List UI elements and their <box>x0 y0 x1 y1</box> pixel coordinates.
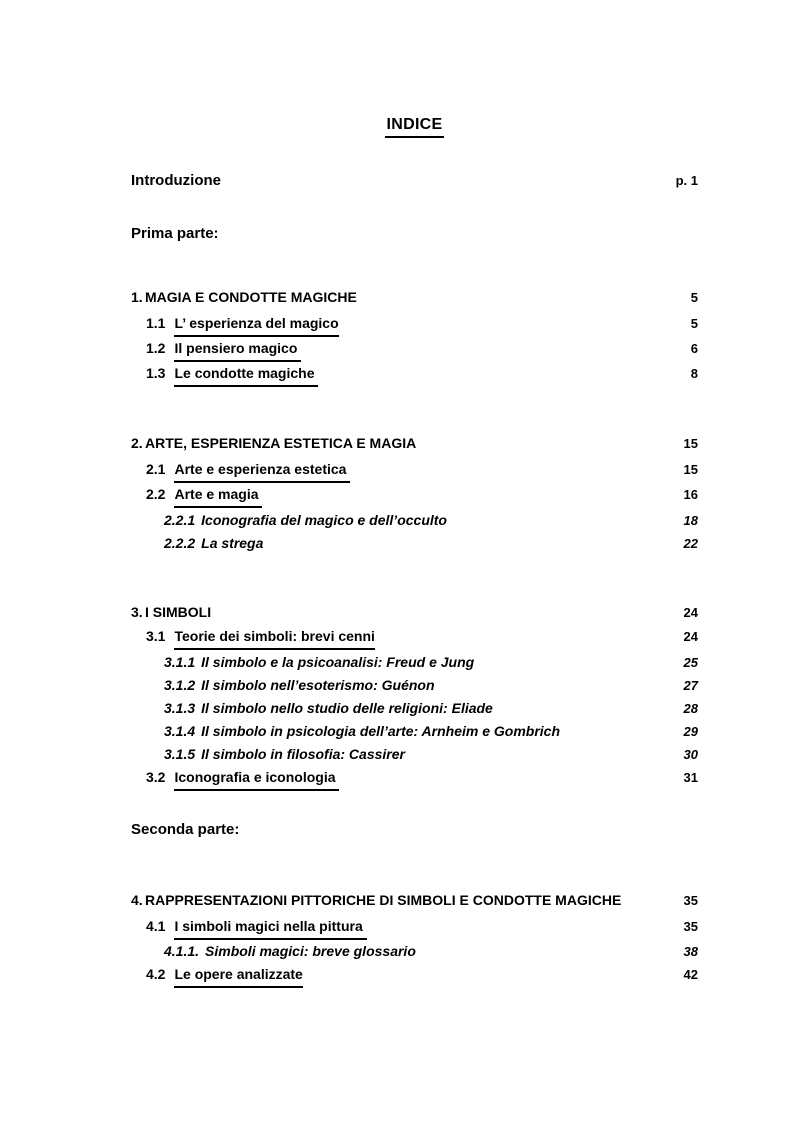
toc-entry-3-1-2 <box>131 674 698 697</box>
page-number: 8 <box>690 366 698 381</box>
entry-number: 1.1 <box>146 315 166 331</box>
toc-entry-3-1-4 <box>131 720 698 743</box>
entry-title: Teorie dei simboli: brevi cenni <box>174 625 374 650</box>
page-number: 15 <box>683 462 698 477</box>
page-number: 25 <box>683 655 698 670</box>
page-number: 28 <box>683 701 698 716</box>
section-heading-3 <box>131 601 698 624</box>
entry-number: 3.1.2 <box>164 677 196 693</box>
toc-entry-3-2 <box>131 766 698 791</box>
part-label: Prima parte: <box>131 225 219 242</box>
entry-number: 3.1.5 <box>164 746 196 762</box>
entry-number: 2.2.2 <box>164 535 196 551</box>
section-title: MAGIA E CONDOTTE MAGICHE <box>145 289 357 305</box>
entry-number: 2.1 <box>146 461 166 477</box>
entry-number: 3.1.4 <box>164 723 196 739</box>
entry-number: 4.1 <box>146 918 166 934</box>
section-heading-4 <box>131 889 698 912</box>
section-title: ARTE, ESPERIENZA ESTETICA E MAGIA <box>145 435 417 451</box>
page-number: 24 <box>683 605 698 620</box>
part-label: Seconda parte: <box>131 821 240 838</box>
section-title: I SIMBOLI <box>145 604 212 620</box>
toc-entry-4-1-1 <box>131 940 698 963</box>
entry-title: Iconografia e iconologia <box>174 766 339 791</box>
document-title-row <box>131 113 698 138</box>
page-number: 29 <box>683 724 698 739</box>
entry-title: Il simbolo nello studio delle religioni: Eliade <box>201 700 493 716</box>
toc-entry-3-1-1 <box>131 651 698 674</box>
toc-entry-introduzione <box>131 169 698 192</box>
page-number: p. 1 <box>675 173 698 188</box>
page-number: 30 <box>683 747 698 762</box>
section-number: 2. <box>131 435 143 451</box>
entry-number: 3.1.1 <box>164 654 196 670</box>
entry-number: 2.2 <box>146 486 166 502</box>
page-number: 35 <box>683 893 698 908</box>
entry-number: 3.1.3 <box>164 700 196 716</box>
entry-number: 1.2 <box>146 340 166 356</box>
page-number: 5 <box>690 316 698 331</box>
toc-entry-4-2 <box>131 963 698 988</box>
document-title: INDICE <box>385 113 443 138</box>
toc-entry-3-1-5 <box>131 743 698 766</box>
toc-entry-4-1 <box>131 915 698 940</box>
entry-number: 1.3 <box>146 365 166 381</box>
entry-title: Il simbolo nell’esoterismo: Guénon <box>201 677 435 693</box>
section-number: 1. <box>131 289 143 305</box>
page-number: 24 <box>683 629 698 644</box>
entry-number: 4.2 <box>146 966 166 982</box>
page-number: 31 <box>683 770 698 785</box>
entry-title: Il simbolo in filosofia: Cassirer <box>201 746 405 762</box>
page-number: 18 <box>683 513 698 528</box>
section-number: 3. <box>131 604 143 620</box>
toc-entry-1-2 <box>131 337 698 362</box>
toc-entry-1-1 <box>131 312 698 337</box>
toc-entry-1-3 <box>131 362 698 387</box>
page-number: 15 <box>683 436 698 451</box>
entry-title: Le opere analizzate <box>174 963 302 988</box>
entry-title: Simboli magici: breve glossario <box>205 943 416 959</box>
page-number: 16 <box>683 487 698 502</box>
entry-number: 4.1.1. <box>164 943 200 959</box>
page-number: 38 <box>683 944 698 959</box>
toc-entry-2-2-1 <box>131 509 698 532</box>
toc-entry-2-2-2 <box>131 532 698 555</box>
toc-entry-3-1-3 <box>131 697 698 720</box>
section-heading-2 <box>131 432 698 455</box>
entry-title: Il simbolo e la psicoanalisi: Freud e Jung <box>201 654 475 670</box>
entry-title: I simboli magici nella pittura <box>174 915 366 940</box>
page-number: 22 <box>683 536 698 551</box>
entry-title: La strega <box>201 535 264 551</box>
part-label-seconda-parte <box>131 818 698 841</box>
toc-entry-3-1 <box>131 625 698 650</box>
page-number: 6 <box>690 341 698 356</box>
page-number: 5 <box>690 290 698 305</box>
page-number: 27 <box>683 678 698 693</box>
entry-number: 3.1 <box>146 628 166 644</box>
entry-title: Introduzione <box>131 172 221 189</box>
toc-entry-2-1 <box>131 458 698 483</box>
part-label-prima-parte <box>131 222 698 245</box>
toc-entry-2-2 <box>131 483 698 508</box>
section-number: 4. <box>131 892 143 908</box>
entry-number: 2.2.1 <box>164 512 196 528</box>
entry-title: Il simbolo in psicologia dell’arte: Arnheim e Gombrich <box>201 723 561 739</box>
section-heading-1 <box>131 286 698 309</box>
entry-title: Arte e magia <box>174 483 262 508</box>
entry-number: 3.2 <box>146 769 166 785</box>
entry-title: L’ esperienza del magico <box>174 312 338 337</box>
entry-title: Iconografia del magico e dell’occulto <box>201 512 447 528</box>
section-title: RAPPRESENTAZIONI PITTORICHE DI SIMBOLI E CONDOTTE MAGICHE <box>145 892 622 908</box>
page-number: 42 <box>683 967 698 982</box>
page-number: 35 <box>683 919 698 934</box>
entry-title: Arte e esperienza estetica <box>174 458 350 483</box>
entry-title: Le condotte magiche <box>174 362 318 387</box>
entry-title: Il pensiero magico <box>174 337 301 362</box>
